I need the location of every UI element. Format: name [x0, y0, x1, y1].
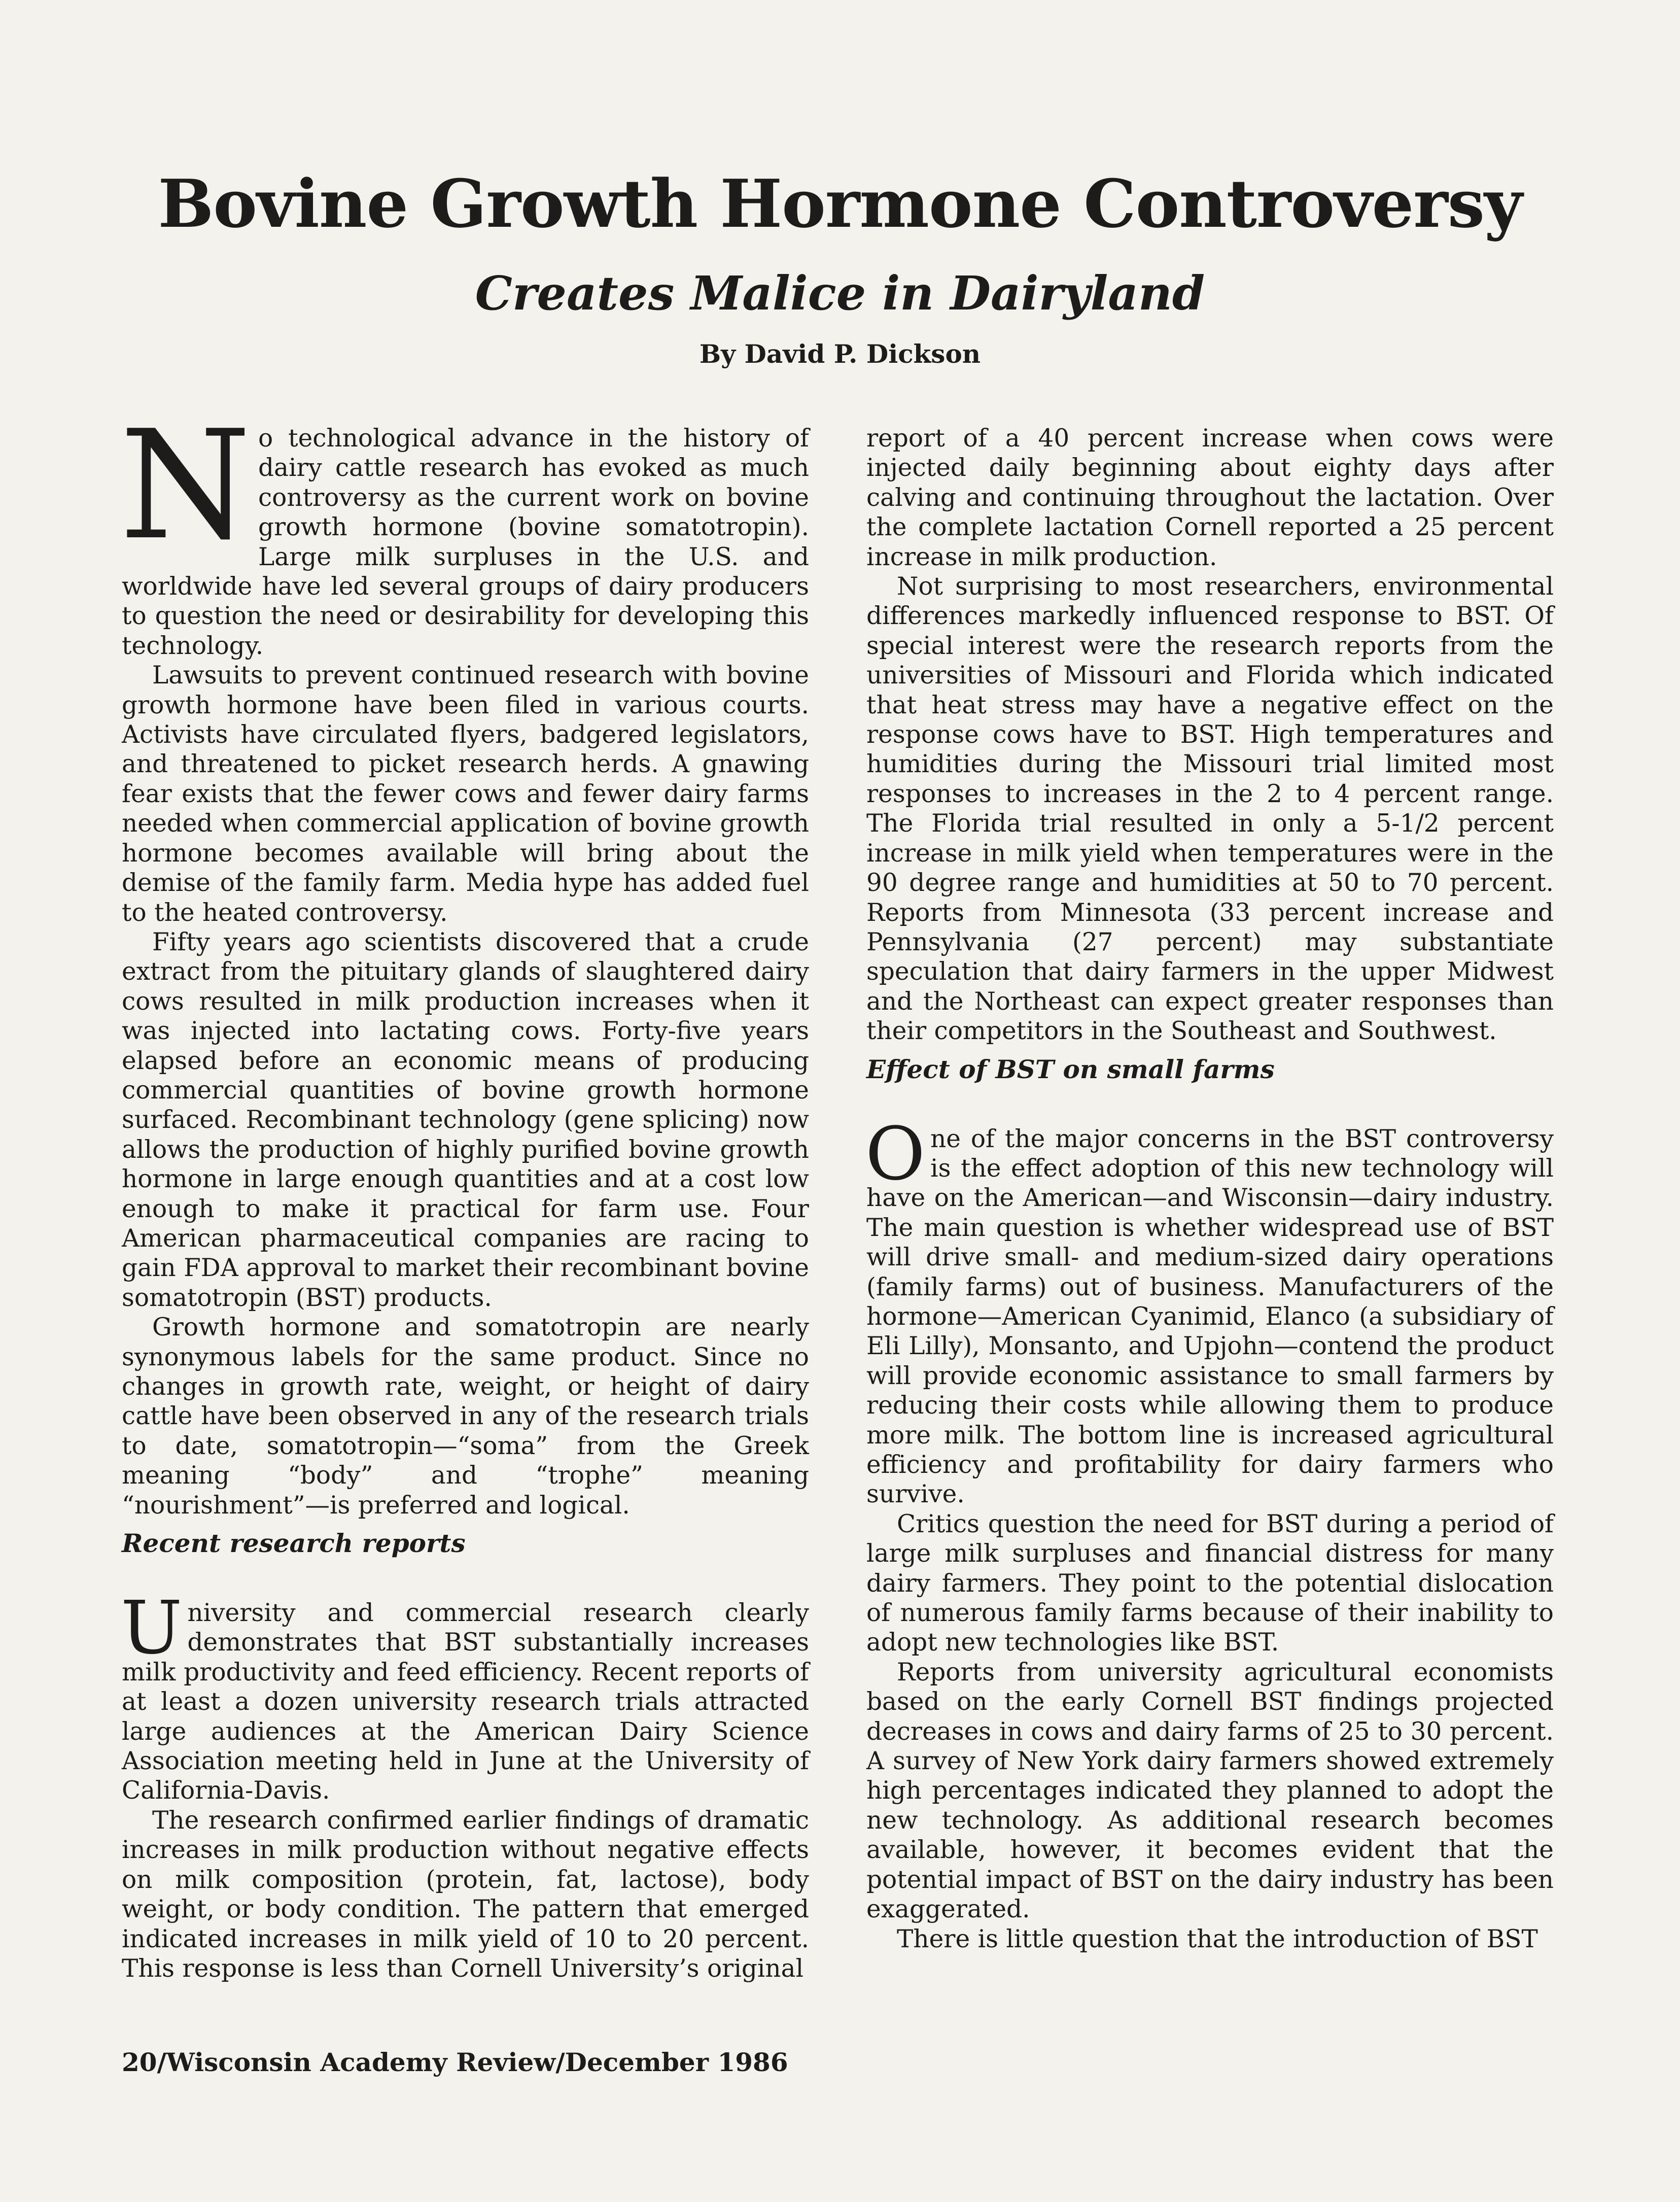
right-column: [866, 424, 1554, 1954]
section-heading-small-farms: Effect of BST on small farms: [866, 1054, 1275, 1084]
paragraph-findings: The research confirmed earlier findings of dramatic increases in milk production without negative effects on milk composition (protein, fat, lactose), body weight, or body condition. The pattern that emerged indicated increases in milk yield of 10 to 20 percent. This response is less than Cornell University’s original: [122, 1806, 809, 1983]
drop-cap-o: O: [865, 1111, 926, 1196]
paragraph-lawsuits: Lawsuits to prevent continued research with bovine growth hormone have been filed in various courts. Activists have circulated flyers, badgered legislators, and threatened to picket research herds. A gnawing fear exists that the fewer cows and fewer dairy farms needed when commercial application of bovine growth hormone becomes available will bring about the demise of the family farm. Media hype has added fuel to the heated controversy.: [122, 661, 809, 927]
article-subtitle: Creates Malice in Dairyland: [475, 266, 1205, 321]
paragraph-concerns-text: ne of the major concerns in the BST controversy is the effect adoption of this new technology will have on the American—and Wisconsin—dairy industry. The main question is whether widespread use of BST will drive small- and medium-sized dairy operations (family farms) out of business. Manufacturers of the hormone—American Cyanimid, Elanco (a subsidiary of Eli Lilly), Monsanto, and Upjohn—contend the product will provide economic assistance to small farmers by reducing their costs while allowing them to produce more milk. The bottom line is increased agricultural efficiency and profitability for dairy farmers who survive.: [866, 1124, 1554, 1509]
paragraph-terminology: Growth hormone and somatotropin are nearly synonymous labels for the same product. Since no changes in growth rate, weight, or height of dairy cattle have been observed in any of the research trials to date, somatotropin—“soma” from the Greek meaning “body” and “trophe” meaning “nourishment”—is preferred and logical.: [122, 1313, 809, 1520]
page-footer: 20/Wisconsin Academy Review/December 1986: [122, 2047, 788, 2077]
article-title: Bovine Growth Hormone Controversy: [158, 165, 1522, 243]
paragraph-concerns: [865, 1111, 1554, 1509]
paragraph-critics: Critics question the need for BST during a period of large milk surpluses and financial distress for many dairy farmers. They point to the potential dislocation of numerous family farms because of their inability to adopt new technologies like BST.: [866, 1509, 1554, 1657]
paragraph-intro: [120, 398, 809, 661]
paragraph-economists: Reports from university agricultural economists based on the early Cornell BST findings projected decreases in cows and dairy farms of 25 to 30 percent. A survey of New York dairy farmers showed extremely high percentages indicated they planned to adopt the new technology. As additional research becomes available, however, it becomes evident that the potential impact of BST on the dairy industry has been exaggerated.: [866, 1658, 1554, 1924]
paragraph-research-text: niversity and commercial research clearly demonstrates that BST substantially increases milk productivity and feed efficiency. Recent reports of at least a dozen university research trials attracted large audiences at the American Dairy Science Association meeting held in June at the University of California-Davis.: [122, 1599, 809, 1805]
paragraph-intro-text: o technological advance in the history of dairy cattle research has evoked as much controversy as the current work on bovine growth hormone (bovine somatotropin). Large milk surpluses in the U.S. and worldwide have led several groups of dairy producers to question the need or desirability for developing this technology.: [122, 424, 809, 660]
byline: By David P. Dickson: [699, 339, 981, 369]
paragraph-history: Fifty years ago scientists discovered that a crude extract from the pituitary glands of slaughtered dairy cows resulted in milk production increases when it was injected into lactating cows. Forty-five years elapsed before an economic means of producing commercial quantities of bovine growth hormone surfaced. Recombinant technology (gene splicing) now allows the production of highly purified bovine growth hormone in large enough quantities and at a cost low enough to make it practical for farm use. Four American pharmaceutical companies are racing to gain FDA approval to market their recombinant bovine somatotropin (BST) products.: [122, 927, 809, 1312]
paragraph-research: [121, 1585, 809, 1806]
section-heading-research: Recent research reports: [122, 1528, 466, 1559]
drop-cap-u: U: [121, 1585, 183, 1671]
paragraph-introduction: There is little question that the introduction of BST: [897, 1924, 1538, 1953]
paragraph-cornell: report of a 40 percent increase when cows were injected daily beginning about eighty days after calving and continuing throughout the lactation. Over the complete lactation Cornell reported a 25 percent increase in milk production.: [866, 424, 1554, 571]
paragraph-environment: Not surprising to most researchers, environmental differences markedly influenced response to BST. Of special interest were the research reports from the universities of Missouri and Florida which indicated that heat stress may have a negative effect on the response cows have to BST. High temperatures and humidities during the Missouri trial limited most responses to increases in the 2 to 4 percent range. The Florida trial resulted in only a 5-1/2 percent increase in milk yield when temperatures were in the 90 degree range and humidities at 50 to 70 percent. Reports from Minnesota (33 percent increase and Pennsylvania (27 percent) may substantiate speculation that dairy farmers in the upper Midwest and the Northeast can expect greater responses than their competitors in the Southeast and Southwest.: [866, 572, 1554, 1046]
left-column: [120, 398, 809, 1983]
drop-cap-n: N: [120, 398, 251, 573]
